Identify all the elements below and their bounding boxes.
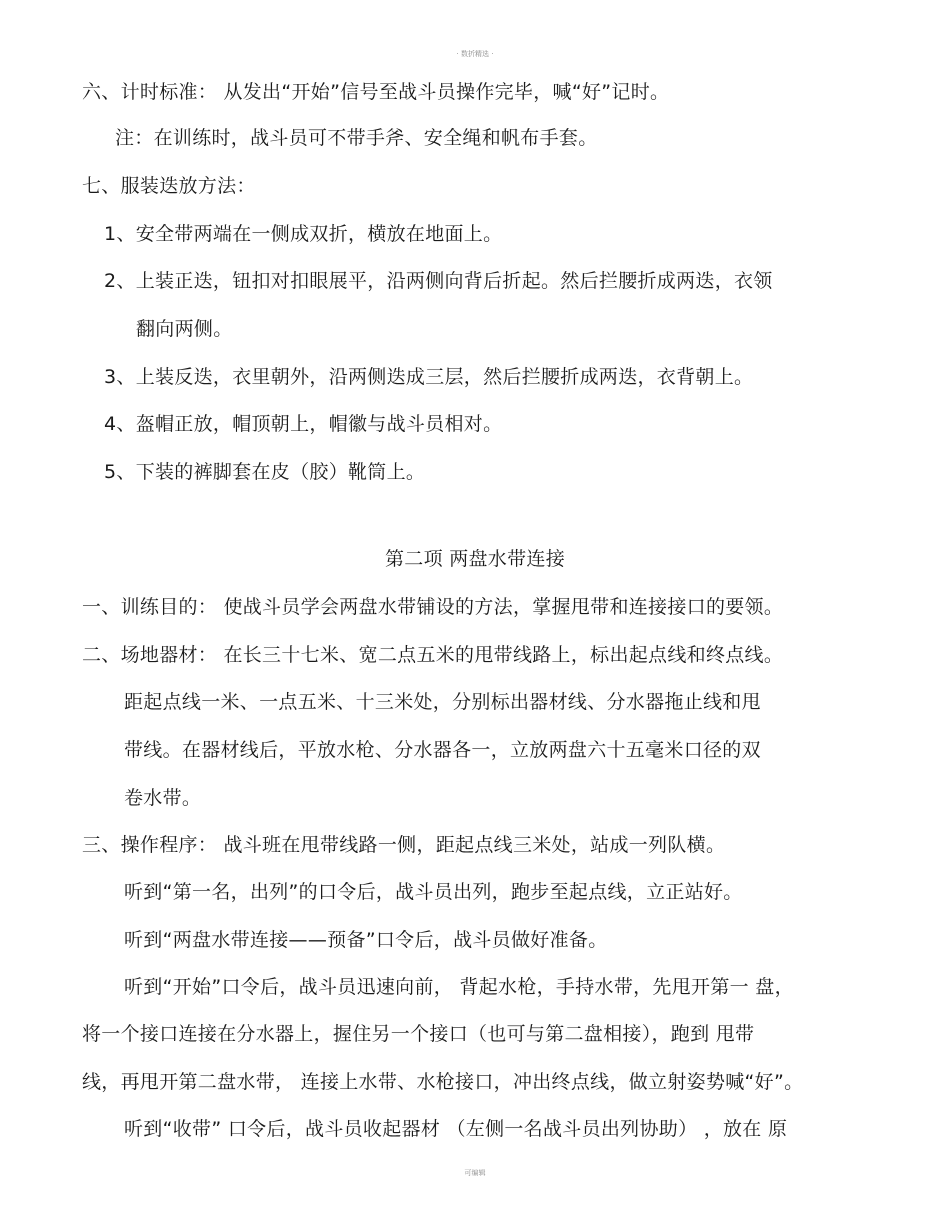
text-line-procedure-5: 线，再甩开第二盘水带， 连接上水带、水枪接口，冲出终点线，做立射姿势喊“好”。 — [82, 1071, 804, 1093]
text-line-procedure-6: 听到“收带” 口令后，战斗员收起器材 （左侧一名战斗员出列协助） ，放在 原 — [124, 1118, 788, 1140]
list-item-2-continued: 翻向两侧。 — [136, 318, 233, 340]
list-item-1: 1、安全带两端在一侧成双折，横放在地面上。 — [104, 223, 503, 245]
page-header-mark: · 数折精选 · — [456, 50, 494, 58]
section-heading-clothing: 七、服装迭放方法： — [82, 175, 256, 197]
text-line-procedure-2: 听到“两盘水带连接——预备”口令后，战斗员做好准备。 — [124, 929, 608, 951]
text-line-procedure: 三、操作程序： 战斗班在甩带线路一侧，距起点线三米处，站成一列队横。 — [82, 834, 726, 856]
list-item-2: 2、上装正迭，钮扣对扣眼展平，沿两侧向背后折起。然后拦腰折成两迭，衣领 — [104, 270, 773, 292]
page-footer-mark: 可编辑 — [464, 1169, 486, 1177]
text-line-note: 注：在训练时，战斗员可不带手斧、安全绳和帆布手套。 — [115, 127, 598, 149]
text-line-venue-continued-3: 卷水带。 — [124, 787, 202, 809]
text-line-venue-equipment: 二、场地器材： 在长三十七米、宽二点五米的甩带线路上，标出起点线和终点线。 — [82, 644, 784, 666]
text-line-venue-continued-2: 带线。在器材线后，平放水枪、分水器各一，立放两盘六十五毫米口径的双 — [124, 739, 761, 761]
list-item-3: 3、上装反迭，衣里朝外，沿两侧迭成三层，然后拦腰折成两迭，衣背朝上。 — [104, 366, 754, 388]
text-line-procedure-4: 将一个接口连接在分水器上，握住另一个接口（也可与第二盘相接），跑到 甩带 — [82, 1023, 755, 1045]
text-line-venue-continued-1: 距起点线一米、一点五米、十三米处，分别标出器材线、分水器拖止线和甩 — [124, 691, 761, 713]
text-line-training-purpose: 一、训练目的： 使战斗员学会两盘水带铺设的方法，掌握甩带和连接接口的要领。 — [82, 596, 784, 618]
list-item-5: 5、下装的裤脚套在皮（胶）靴筒上。 — [104, 461, 426, 483]
text-line-procedure-3: 听到“开始”口令后，战斗员迅速向前， 背起水枪，手持水带，先甩开第一 盘， — [124, 976, 794, 998]
text-line-timing-standard: 六、计时标准： 从发出“开始”信号至战斗员操作完毕，喊“好”记时。 — [82, 81, 670, 103]
section-title: 第二项 两盘水带连接 — [384, 548, 566, 570]
list-item-4: 4、盔帽正放，帽顶朝上，帽徽与战斗员相对。 — [104, 413, 503, 435]
text-line-procedure-1: 听到“第一名，出列”的口令后，战斗员出列，跑步至起点线，立正站好。 — [124, 881, 743, 903]
